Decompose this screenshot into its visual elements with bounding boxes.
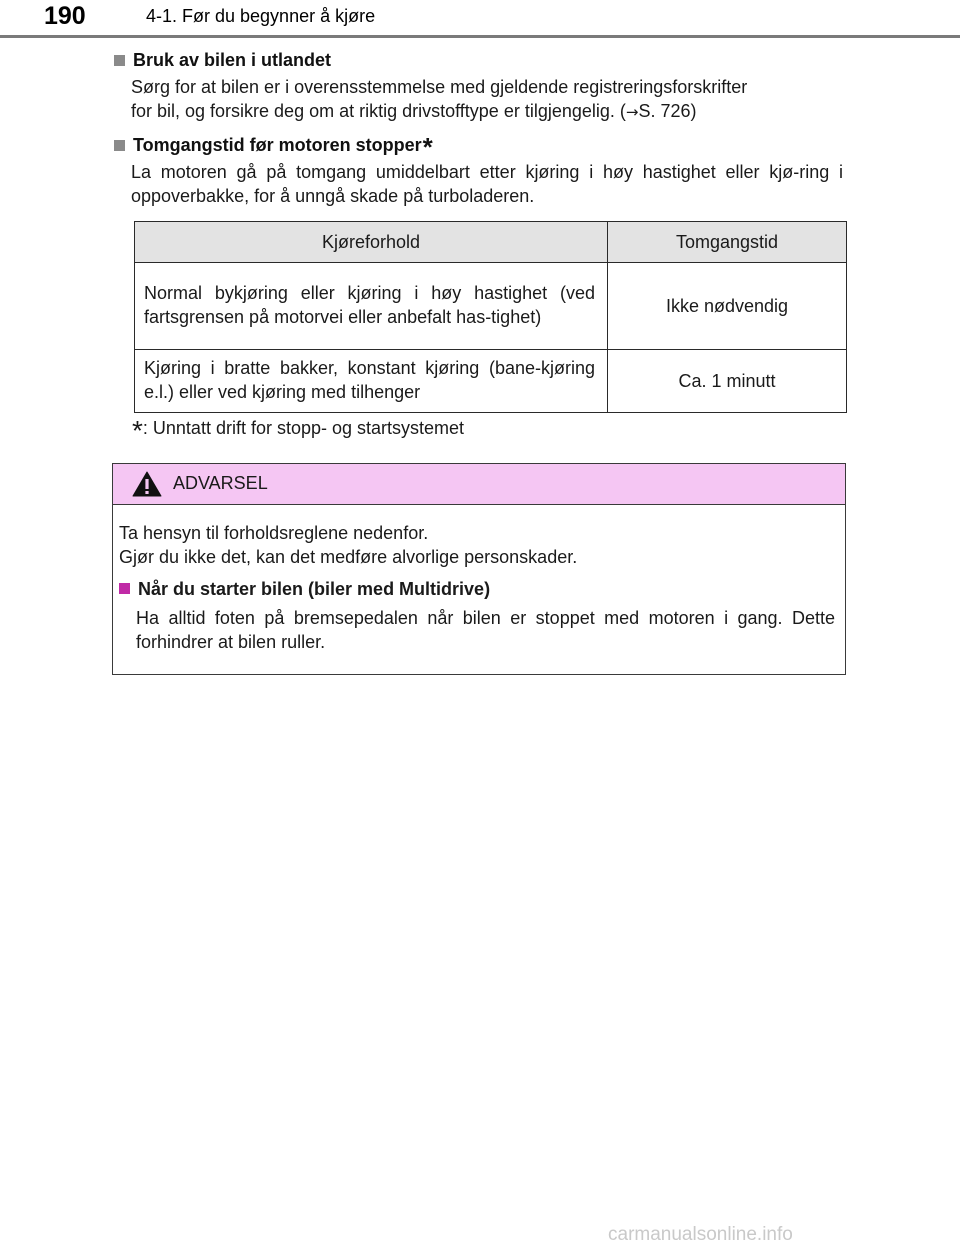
footnote-mark: * <box>422 132 433 162</box>
section-abroad <box>112 50 852 124</box>
table-header-row <box>135 222 847 263</box>
table-row <box>135 263 847 350</box>
table-row <box>135 350 847 413</box>
section-heading <box>112 50 852 71</box>
table-cell-condition: Normal bykjøring eller kjøring i høy hastighet (ved fartsgrensen på motorvei eller anbefalt has-tighet) <box>135 263 608 350</box>
footnote-text: : Unntatt drift for stopp- og startsystemet <box>142 418 465 438</box>
square-bullet-icon <box>114 55 125 66</box>
section-heading-label: Tomgangstid før motoren stopper <box>133 135 422 155</box>
chapter-title: 4-1. Før du begynner å kjøre <box>146 6 376 26</box>
section-heading-text <box>133 132 433 162</box>
body-text: for bil, og forsikre deg om at riktig drivstofftype er tilgjengelig. ( <box>131 101 626 121</box>
section-heading <box>112 132 852 162</box>
page-number: 190 <box>44 2 86 30</box>
warning-text: Ha alltid foten på bremsepedalen når bilen er stoppet med motoren i gang. Dette forhindrer at bilen ruller. <box>136 608 835 652</box>
section-heading-text: Bruk av bilen i utlandet <box>133 50 332 70</box>
section-body-line: Sørg for at bilen er i overensstemmelse med gjeldende registreringsforskrifter <box>131 77 748 97</box>
header-rule <box>0 35 960 38</box>
watermark: carmanualsonline.info <box>608 1224 793 1245</box>
section-body-line <box>131 99 852 124</box>
column-header-idle-time: Tomgangstid <box>608 222 847 263</box>
table-cell-idle-time: Ca. 1 minutt <box>608 350 847 413</box>
warning-header <box>113 464 845 505</box>
page-reference-link[interactable]: S. 726) <box>638 101 697 121</box>
table-cell-idle-time: Ikke nødvendig <box>608 263 847 350</box>
warning-body <box>113 505 845 654</box>
footnote <box>132 415 465 446</box>
square-bullet-icon <box>114 140 125 151</box>
section-body <box>131 75 852 124</box>
section-idle <box>112 132 852 208</box>
warning-title: ADVARSEL <box>173 473 268 493</box>
section-body: La motoren gå på tomgang umiddelbart etter kjøring i høy hastighet eller kjø-ring i oppoverbakke, for å unngå skade på turboladeren. <box>131 162 843 206</box>
warning-subheading-text: Når du starter bilen (biler med Multidrive) <box>138 579 491 599</box>
table-cell-condition: Kjøring i bratte bakker, konstant kjøring (bane-kjøring e.l.) eller ved kjøring med tilhenger <box>135 350 608 413</box>
warning-subheading <box>119 577 835 601</box>
warning-intro-line: Gjør du ikke det, kan det medføre alvorlige personskader. <box>119 547 578 567</box>
warning-box <box>112 463 846 675</box>
warning-intro-line: Ta hensyn til forholdsreglene nedenfor. <box>119 523 429 543</box>
square-bullet-icon <box>119 583 130 594</box>
page-reference-arrow-icon: → <box>625 103 639 121</box>
warning-triangle-icon <box>132 471 162 502</box>
column-header-condition: Kjøreforhold <box>135 222 608 263</box>
footnote-mark: * <box>132 415 143 446</box>
idle-time-table <box>134 221 847 413</box>
